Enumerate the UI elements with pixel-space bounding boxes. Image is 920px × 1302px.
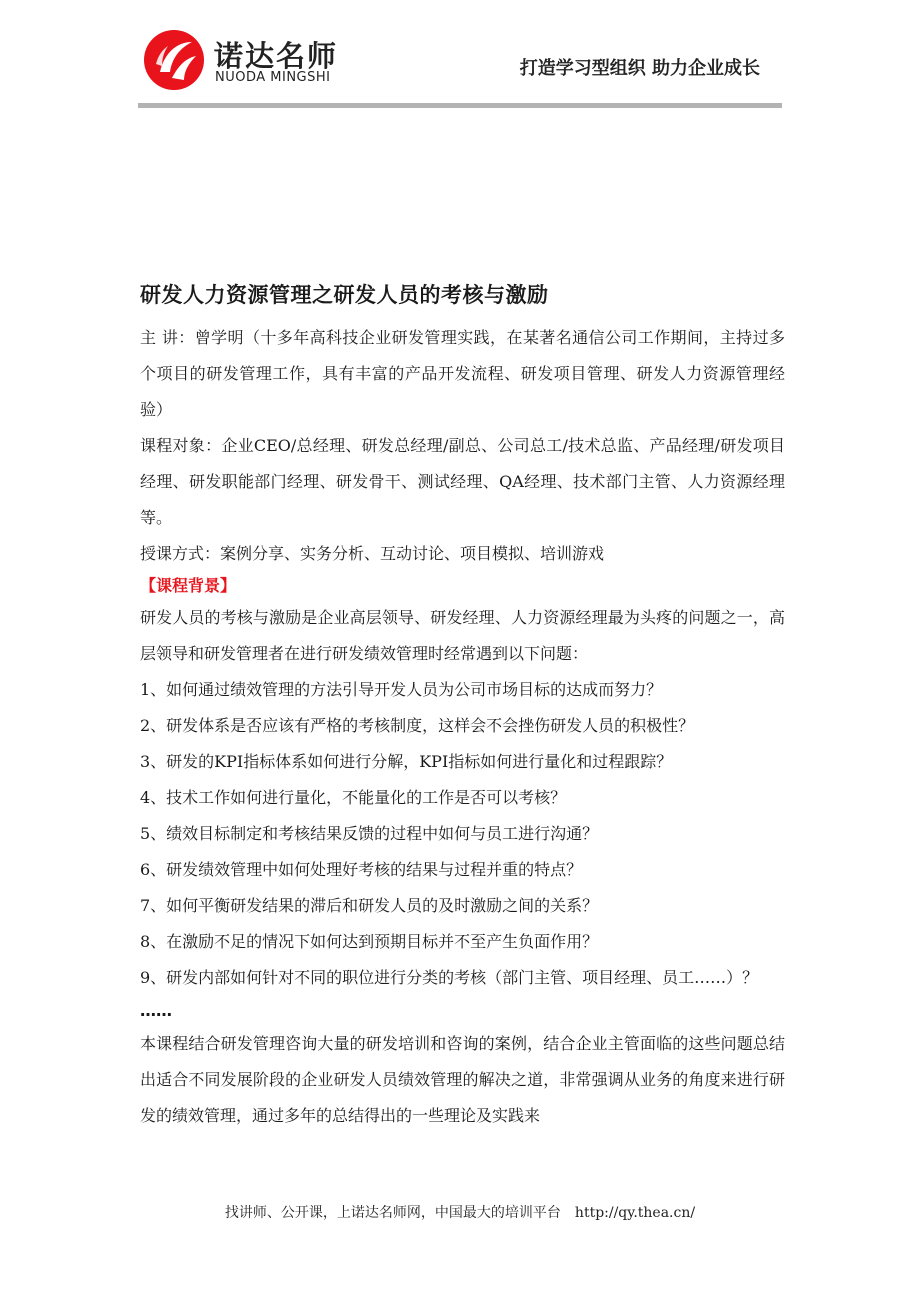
teaching-method: 授课方式：案例分享、实务分析、互动讨论、项目模拟、培训游戏 xyxy=(140,544,605,563)
question-item: 7、如何平衡研发结果的滞后和研发人员的及时激励之间的关系？ xyxy=(140,896,599,915)
course-summary: 本课程结合研发管理咨询大量的研发培训和咨询的案例，结合企业主管面临的这些问题总结出适合不同发展阶段的企业研发人员绩效管理的解决之道，非常强调从业务的角度来进行研发的绩效管理，通过多年的总结得出的一些理论及实践来 xyxy=(140,1034,785,1125)
question-item: 3、研发的KPI指标体系如何进行分解，KPI指标如何进行量化和过程跟踪？ xyxy=(140,752,673,771)
question-item: 5、绩效目标制定和考核结果反馈的过程中如何与员工进行沟通？ xyxy=(140,824,599,843)
background-intro: 研发人员的考核与激励是企业高层领导、研发经理、人力资源经理最为头疼的问题之一，高层领导和研发管理者在进行研发绩效管理时经常遇到以下问题： xyxy=(140,608,785,663)
page-header xyxy=(138,22,782,108)
lecturer-info: 主 讲：曾学明（十多年高科技企业研发管理实践，在某著名通信公司工作期间，主持过多个项目的研发管理工作，具有丰富的产品开发流程、研发项目管理、研发人力资源管理经验） xyxy=(140,328,785,419)
question-item: 2、研发体系是否应该有严格的考核制度，这样会不会挫伤研发人员的积极性？ xyxy=(140,716,695,735)
background-heading: 【课程背景】 xyxy=(140,576,237,595)
footer-text: 找讲师、公开课，上诺达名师网，中国最大的培训平台 xyxy=(224,1205,561,1221)
page-footer xyxy=(0,1202,920,1222)
document-title: 研发人力资源管理之研发人员的考核与激励 xyxy=(140,283,549,307)
footer-url-link[interactable]: http://qy.thea.cn/ xyxy=(574,1205,696,1221)
document-body xyxy=(140,278,785,1134)
question-item: 1、如何通过绩效管理的方法引导开发人员为公司市场目标的达成而努力？ xyxy=(140,680,663,699)
question-item: 4、技术工作如何进行量化，不能量化的工作是否可以考核？ xyxy=(140,788,567,807)
question-item: 6、研发绩效管理中如何处理好考核的结果与过程并重的特点？ xyxy=(140,860,583,879)
list-ellipsis: …… xyxy=(140,1001,172,1020)
logo-chinese-name: 诺达名师 xyxy=(214,39,339,73)
logo-english-name: NUODA MINGSHI xyxy=(215,70,331,85)
question-item: 9、研发内部如何针对不同的职位进行分类的考核（部门主管、项目经理、员工……）？ xyxy=(140,968,759,987)
header-divider xyxy=(138,103,782,108)
course-audience: 课程对象：企业CEO/总经理、研发总经理/副总、公司总工/技术总监、产品经理/研发项目经理、研发职能部门经理、研发骨干、测试经理、QA经理、技术部门主管、人力资源经理等。 xyxy=(140,436,785,527)
nuoda-logo-icon xyxy=(142,28,206,92)
header-slogan: 打造学习型组织 助力企业成长 xyxy=(519,58,760,79)
question-item: 8、在激励不足的情况下如何达到预期目标并不至产生负面作用？ xyxy=(140,932,599,951)
